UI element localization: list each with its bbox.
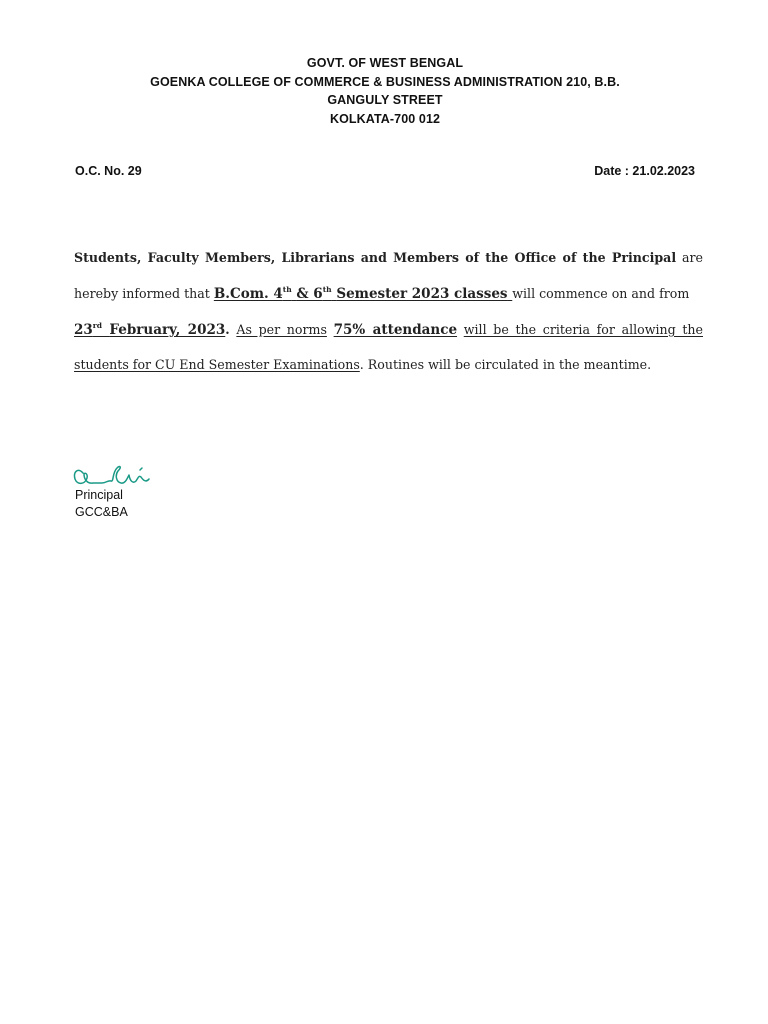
office-circular-number: O.C. No. 29 [75, 164, 142, 178]
course-tail: Semester 2023 classes [336, 286, 508, 302]
notice-as-per-norms: As per norms [236, 322, 327, 337]
notice-routines: . Routines will be circulated in the meantime. [359, 357, 652, 372]
signature-stroke [75, 467, 149, 484]
notice-are: are [682, 250, 703, 265]
notice-line-1 [74, 248, 703, 268]
letterhead [0, 54, 768, 128]
course-amp: & 6 [296, 286, 323, 302]
start-day-sup: rd [92, 321, 102, 330]
notice-start-date [74, 322, 225, 338]
notice-attendance: 75% attendance [333, 322, 458, 338]
notice-criteria: will be the criteria for allowing the [463, 322, 703, 337]
signatory-block [75, 487, 128, 521]
start-day: 23 [74, 322, 93, 338]
notice-date: Date : 21.02.2023 [594, 164, 695, 178]
letterhead-city: KOLKATA-700 012 [329, 111, 441, 126]
letterhead-govt: GOVT. OF WEST BENGAL [306, 56, 464, 70]
start-period: . [225, 322, 230, 337]
notice-recipients: Students, Faculty Members, Librarians and Members of the Office of the Principal [74, 250, 677, 265]
notice-informed-prefix: hereby informed that [74, 286, 210, 301]
letterhead-college: GOENKA COLLEGE OF COMMERCE & BUSINESS ADMINISTRATION 210, B.B. [150, 74, 620, 89]
course-sup-1: th [282, 285, 292, 294]
notice-exam: students for CU End Semester Examinations [74, 357, 360, 372]
notice-line-2 [74, 284, 689, 304]
notice-line-4 [74, 355, 651, 375]
letterhead-street: GANGULY STREET [327, 93, 443, 107]
start-month-year: February, 2023 [109, 322, 226, 338]
signature-dot [140, 468, 142, 470]
signatory-institution: GCC&BA [75, 505, 128, 519]
notice-course [214, 286, 512, 302]
notice-commence: will commence on and from [512, 286, 690, 301]
signatory-title: Principal [75, 488, 123, 502]
principal-signature [72, 462, 152, 490]
course-bcom: B.Com. 4 [213, 286, 283, 302]
notice-line-3 [74, 320, 703, 340]
course-sup-2: th [322, 285, 332, 294]
